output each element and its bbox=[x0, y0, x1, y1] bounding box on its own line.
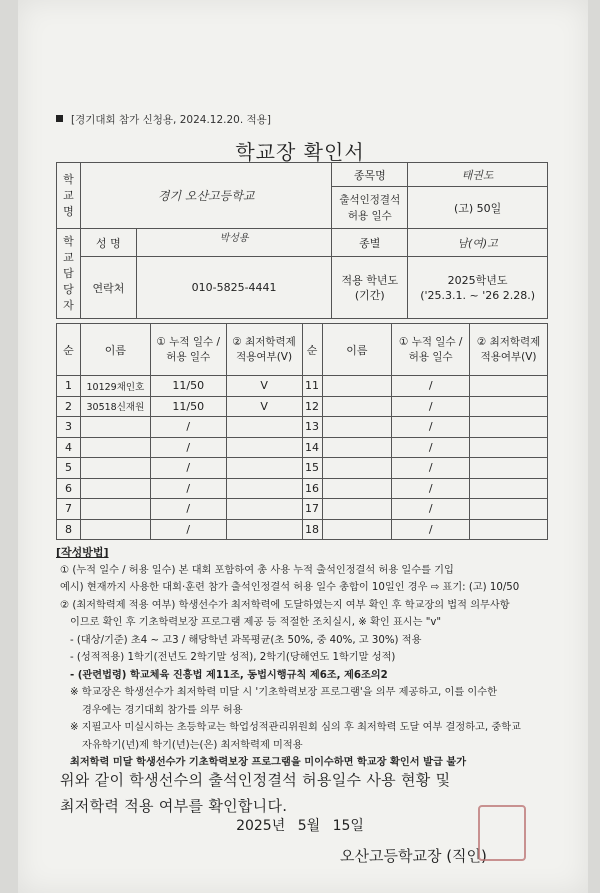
cell-check-right bbox=[470, 437, 548, 458]
table-row bbox=[57, 417, 548, 438]
cell-name: 10129채인호 bbox=[80, 376, 150, 397]
instruction-sub-3: - (관련법령) 학교체육 진흥법 제11조, 동법시행규칙 제6조, 제6조의2 bbox=[70, 669, 388, 681]
header-days-right: ① 누적 일수 / 허용 일수 bbox=[392, 324, 470, 376]
cell-days-right: / bbox=[392, 396, 470, 417]
cell-no-right: 13 bbox=[302, 417, 322, 438]
manager-name-value: 박성용 bbox=[136, 229, 332, 257]
list-header-row bbox=[57, 324, 548, 376]
cell-check bbox=[226, 437, 302, 458]
cell-days-right: / bbox=[392, 376, 470, 397]
cell-name-right bbox=[322, 376, 392, 397]
cell-days-right: / bbox=[392, 417, 470, 438]
manager-label: 학 교 담 당 자 bbox=[57, 229, 81, 319]
cell-check-right bbox=[470, 376, 548, 397]
instruction-sub-2: - (성적적용) 1학기(전년도 2학기말 성적), 2학기(당해연도 1학기말 성적) bbox=[70, 652, 396, 663]
instruction-note-1: ※ 학교장은 학생선수가 최저학력 미달 시 '기초학력보장 프로그램'을 의무 제공하고, 이를 이수한 bbox=[70, 687, 497, 698]
table-row bbox=[57, 376, 548, 397]
header-days: ① 누적 일수 / 허용 일수 bbox=[150, 324, 226, 376]
cell-name-right bbox=[322, 437, 392, 458]
student-list-table bbox=[56, 323, 548, 540]
cell-days: / bbox=[150, 458, 226, 479]
cell-name bbox=[80, 437, 150, 458]
period-label: 적용 학년도 (기간) bbox=[332, 257, 408, 319]
cell-no-right: 18 bbox=[302, 519, 322, 540]
cell-name-right bbox=[322, 417, 392, 438]
period-value: 2025학년도 ('25.3.1. ~ '26 2.28.) bbox=[408, 257, 548, 319]
cell-name-right bbox=[322, 458, 392, 479]
date-year: 2025년 bbox=[236, 818, 286, 834]
cell-no: 8 bbox=[57, 519, 81, 540]
cell-days-right: / bbox=[392, 437, 470, 458]
cell-days: / bbox=[150, 478, 226, 499]
header-name-right: 이름 bbox=[322, 324, 392, 376]
header-minimum: ② 최저학력제 적용여부(V) bbox=[226, 324, 302, 376]
cell-name bbox=[80, 519, 150, 540]
cell-check bbox=[226, 458, 302, 479]
official-seal-stamp bbox=[478, 805, 526, 861]
school-label: 학 교 명 bbox=[57, 163, 81, 229]
instruction-final: 최저학력 미달 학생선수가 기초학력보장 프로그램을 미이수하면 학교장 확인서 발급 불가 bbox=[70, 757, 467, 768]
instruction-item-1: ① (누적 일수 / 허용 일수) 본 대회 포함하여 총 사용 누적 출석인정결석 허용 일수를 기입 bbox=[60, 564, 454, 576]
attendance-label: 출석인정결석 허용 일수 bbox=[332, 187, 408, 229]
cell-check-right bbox=[470, 396, 548, 417]
instruction-note-1-cont: 경우에는 경기대회 참가를 의무 허용 bbox=[82, 704, 243, 716]
table-row bbox=[57, 458, 548, 479]
cell-days: / bbox=[150, 499, 226, 520]
event-label: 종목명 bbox=[332, 163, 408, 187]
cell-name bbox=[80, 478, 150, 499]
confirmation-line-1: 위와 같이 학생선수의 출석인정결석 허용일수 사용 현황 및 bbox=[60, 771, 451, 789]
principal-signature: 오산고등학교장 (직인) bbox=[340, 847, 487, 865]
confirmation-line-2: 최저학력 적용 여부를 확인합니다. bbox=[60, 797, 288, 815]
gender-label: 종별 bbox=[332, 229, 408, 257]
cell-days: 11/50 bbox=[150, 376, 226, 397]
table-row bbox=[57, 519, 548, 540]
table-row bbox=[57, 499, 548, 520]
instruction-sub-1: - (대상/기준) 초4 ~ 고3 / 해당학년 과목평균(초 50%, 중 40%, 고 30%) 적용 bbox=[70, 634, 422, 646]
cell-name bbox=[80, 499, 150, 520]
cell-name-right bbox=[322, 396, 392, 417]
cell-no: 2 bbox=[57, 396, 81, 417]
cell-no: 5 bbox=[57, 458, 81, 479]
cell-name bbox=[80, 458, 150, 479]
instruction-item-2: ② (최저학력제 적용 여부) 학생선수가 최저학력에 도달하였는지 여부 확인 후 학교장의 법적 의무사항 bbox=[60, 599, 510, 611]
cell-no-right: 16 bbox=[302, 478, 322, 499]
instruction-item-2-cont: 이므로 확인 후 기초학력보장 프로그램 제공 등 적절한 조치실시, ※ 확인 표시는 "v" bbox=[70, 617, 442, 628]
school-info-table bbox=[56, 162, 548, 319]
cell-days-right: / bbox=[392, 458, 470, 479]
cell-no-right: 17 bbox=[302, 499, 322, 520]
cell-days: / bbox=[150, 417, 226, 438]
instruction-note-2: ※ 지필고사 미실시하는 초등학교는 학업성적관리위원회 심의 후 최저학력 도달 여부 결정하고, 중학교 bbox=[70, 722, 521, 733]
header-name: 이름 bbox=[80, 324, 150, 376]
cell-days: 11/50 bbox=[150, 396, 226, 417]
instructions-heading: [작성방법] bbox=[56, 546, 109, 559]
cell-check-right bbox=[470, 499, 548, 520]
cell-no: 6 bbox=[57, 478, 81, 499]
header-minimum-right: ② 최저학력제 적용여부(V) bbox=[470, 324, 548, 376]
date-day: 15일 bbox=[332, 818, 364, 834]
cell-no-right: 12 bbox=[302, 396, 322, 417]
event-value: 태권도 bbox=[408, 163, 548, 187]
cell-no: 3 bbox=[57, 417, 81, 438]
school-name: 경기 오산고등학교 bbox=[80, 163, 331, 229]
cell-no: 4 bbox=[57, 437, 81, 458]
cell-check: V bbox=[226, 376, 302, 397]
instruction-item-1-example: 예시) 현재까지 사용한 대회·훈련 참가 출석인정결석 허용 일수 총합이 10일인 경우 ⇨ 표기: (고) 10/50 bbox=[60, 582, 520, 593]
cell-check-right bbox=[470, 519, 548, 540]
cell-no-right: 14 bbox=[302, 437, 322, 458]
attendance-value: (고) 50일 bbox=[408, 187, 548, 229]
header-note: [경기대회 참가 신청용, 2024.12.20. 적용] bbox=[56, 112, 271, 127]
manager-name-label: 성 명 bbox=[80, 229, 136, 257]
cell-check-right bbox=[470, 458, 548, 479]
cell-check bbox=[226, 478, 302, 499]
gender-value: 남(여)고 bbox=[408, 229, 548, 257]
contact-label: 연락처 bbox=[80, 257, 136, 319]
cell-check: V bbox=[226, 396, 302, 417]
table-row bbox=[57, 478, 548, 499]
cell-days-right: / bbox=[392, 499, 470, 520]
header-no-right: 순 bbox=[302, 324, 322, 376]
contact-value: 010-5825-4441 bbox=[136, 257, 332, 319]
cell-check bbox=[226, 519, 302, 540]
cell-check-right bbox=[470, 417, 548, 438]
date-month: 5월 bbox=[297, 818, 321, 834]
cell-days-right: / bbox=[392, 478, 470, 499]
table-row bbox=[57, 396, 548, 417]
cell-no-right: 11 bbox=[302, 376, 322, 397]
cell-days-right: / bbox=[392, 519, 470, 540]
table-row bbox=[57, 437, 548, 458]
cell-check-right bbox=[470, 478, 548, 499]
header-no: 순 bbox=[57, 324, 81, 376]
cell-name bbox=[80, 417, 150, 438]
instructions-section bbox=[56, 544, 556, 772]
cell-no-right: 15 bbox=[302, 458, 322, 479]
cell-no: 1 bbox=[57, 376, 81, 397]
cell-name-right bbox=[322, 519, 392, 540]
cell-check bbox=[226, 417, 302, 438]
cell-name: 30518신재원 bbox=[80, 396, 150, 417]
cell-name-right bbox=[322, 478, 392, 499]
cell-no: 7 bbox=[57, 499, 81, 520]
cell-name-right bbox=[322, 499, 392, 520]
cell-days: / bbox=[150, 519, 226, 540]
instruction-note-2-cont: 자유학기(년)제 학기(년)는(은) 최저학력제 미적용 bbox=[82, 739, 303, 751]
cell-days: / bbox=[150, 437, 226, 458]
page-title: 학교장 확인서 bbox=[235, 140, 365, 164]
cell-check bbox=[226, 499, 302, 520]
